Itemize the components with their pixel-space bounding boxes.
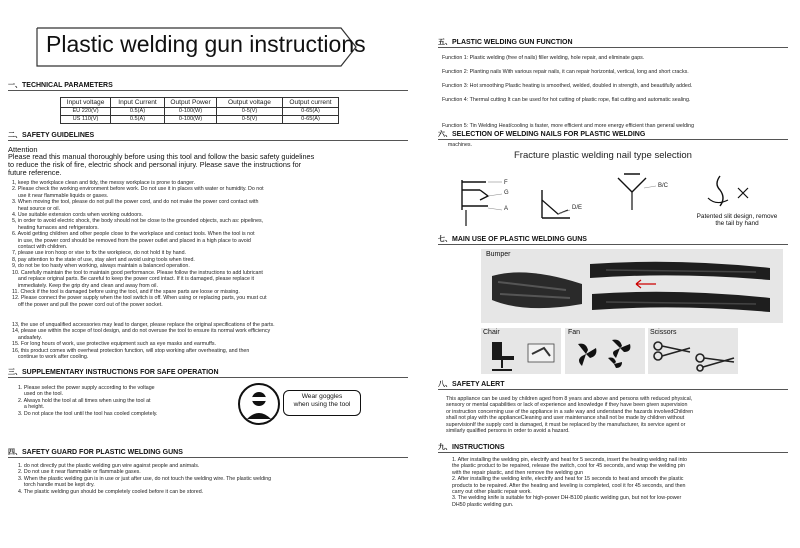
alert-line: This appliance can be used by children aged from 8 years and above and persons with reduced physical, (446, 396, 693, 402)
function-2: Function 2: Planting nails With various repair nails, it can repair horizontal, vertical, long and short cracks. (442, 69, 689, 75)
table-cell: 0-100(W) (165, 116, 217, 124)
attention-text (8, 153, 403, 177)
section-nail-selection: 六、SELECTION OF WELDING NAILS FOR PLASTIC WELDING (438, 131, 646, 138)
list-item: 1. After installing the welding pin, electrify and heat for 5 seconds, insert the heating welding nail into (452, 457, 687, 463)
list-item: immediately. Keep the grip dry and clean and away from oil. (12, 282, 158, 289)
list-item: 3. When moving the tool, please do not pull the power cord, and do not make the power cord contact with (12, 199, 259, 206)
section-safety-guard: 四、SAFETY GUARD FOR PLASTIC WELDING GUNS (8, 449, 183, 456)
section-divider (438, 389, 788, 390)
technical-parameters-table (60, 97, 339, 124)
list-item: andsafety. (12, 334, 42, 341)
function-3: Function 3: Hot smoothing Plastic heating is smoothed, welded, doubled in strength, and beautifully added. (442, 83, 693, 89)
instructions-list (452, 457, 792, 508)
list-item: 14, please use within the scope of tool design, and do not overuse the tool to ensure its normal work efficiency (12, 328, 271, 335)
section-divider (438, 139, 788, 140)
table-cell: 0.5(A) (111, 116, 165, 124)
scissors-label: Scissors (650, 329, 677, 336)
list-item: 10. Carefully maintain the tool to maintain good performance. Please follow the instructions to add lubricant (12, 269, 263, 276)
list-item: heat source or oil. (12, 205, 60, 212)
nail-label-de: D/E (572, 205, 583, 211)
bumper-label: Bumper (486, 251, 511, 258)
list-item: 1. do not directly put the plastic welding gun wire against people and animals. (18, 463, 200, 469)
table-header-cell: Input voltage (61, 98, 111, 108)
list-item: 4. The plastic welding gun should be completely cooled before it can be stored. (18, 488, 204, 495)
fan-image (568, 336, 644, 372)
list-item: 2. After installing the welding knife, electrify and heat for 15 seconds to heat and smooth the plastic (452, 476, 684, 483)
list-item: DH50 plastic welding gun. (452, 501, 514, 508)
section-main-use: 七、MAIN USE OF PLASTIC WELDING GUNS (438, 236, 587, 243)
attention-line: Please read this manual thoroughly before using this tool and follow the basic safety guidelines (8, 152, 315, 161)
list-item: 15. For long hours of work, use protective equipment such as eye masks and earmuffs. (12, 341, 216, 348)
chair-image (484, 336, 560, 372)
table-cell: EU 220(V) (61, 108, 111, 116)
table-header-cell: Output Power (165, 98, 217, 108)
list-item: use it near flammable liquids or gases. (12, 192, 109, 199)
page-title: Plastic welding gun instructions (46, 31, 366, 57)
section-divider (8, 90, 408, 91)
section-divider (438, 452, 788, 453)
table-cell: 0.5(A) (111, 108, 165, 116)
list-item: products to be repaired. After the heating and leveling is completed, cool it for 45 seconds, and then (452, 482, 686, 489)
alert-line: sensory or mental capabilities or lack of experience and knowledge if they have been given supervision (446, 402, 688, 409)
goggles-note (285, 393, 359, 409)
section-divider (8, 140, 408, 141)
table-header-cell: Input Current (111, 98, 165, 108)
list-item: 16, this product comes with overheat protection function, will stop working after overheating, and then (12, 347, 250, 354)
table-cell: US 110(V) (61, 116, 111, 124)
table-row (61, 108, 339, 116)
list-item: 3. Do not place the tool until the tool has cooled completely. (18, 410, 158, 417)
list-item: torch handle must be kept dry. (18, 482, 95, 489)
section-divider (8, 457, 408, 458)
safety-guidelines-list (12, 180, 407, 308)
list-item: 12. Please connect the power supply when the tool switch is off. When using or replacing parts, you must cut (12, 295, 267, 302)
list-item: 1. Please select the power supply according to the voltage (18, 385, 155, 391)
table-header-cell: Output current (283, 98, 339, 108)
section-technical-parameters: 一、TECHNICAL PARAMETERS (8, 82, 113, 89)
nail-label-a: A (504, 206, 509, 212)
patent-note (682, 213, 792, 228)
function-4: Function 4: Thermal cutting It can be used for hot cutting of plastic rope, flat cutting and automatic sealing. (442, 97, 691, 103)
goggles-note-line: when using the tool (293, 401, 351, 408)
safety-guard-list (18, 463, 408, 495)
section-supplementary-instructions: 三、SUPPLEMENTARY INSTRUCTIONS FOR SAFE OPERATION (8, 369, 219, 376)
goggles-note-line: Wear goggles (301, 393, 343, 400)
list-item: in use, the power cord should be removed from the power outlet and placed in a high place to avoid (12, 237, 251, 244)
list-item: 8, pay attention to the state of use, stay alert and avoid using tools when tired. (12, 256, 195, 263)
fan-label: Fan (568, 329, 581, 336)
list-item: continue to work after cooling. (12, 354, 89, 361)
patent-note-line: Patented slit design, remove (696, 213, 778, 220)
list-item: 6. Avoid getting children and other people close to the workplace and contact tools. When the tool is not (12, 231, 255, 238)
section-divider (438, 244, 788, 245)
alert-line: similarly qualified persons in order to avoid a hazard. (446, 428, 570, 435)
safety-alert-text (446, 396, 791, 434)
list-item: 3. When the plastic welding gun is in use or just after use, do not touch the welding wire. The plastic welding (18, 475, 272, 482)
section-safety-alert: 八、SAFETY ALERT (438, 381, 505, 388)
section-divider (438, 47, 788, 48)
list-item: 9, do not be too hasty when working, always maintain a balanced operation. (12, 263, 190, 270)
list-item: used on the tool. (18, 391, 64, 398)
function-1: Function 1: Plastic welding (free of nails) filler welding, hole repair, and eliminate gaps. (442, 55, 645, 61)
list-item: a height. (18, 404, 45, 411)
list-item: 3. The welding knife is suitable for high-power DH-B100 plastic welding gun, but not for low-power (452, 495, 682, 502)
nail-label-f: F (504, 180, 508, 186)
bumper-image (486, 258, 780, 322)
function-5-line: machines. (442, 142, 473, 149)
attention-heading: Attention (8, 145, 38, 154)
list-item: 4. Use suitable extension cords when working outdoors. (12, 212, 144, 219)
attention-line: to reduce the risk of fire, electric shock and personal injury. Please save the instructions for (8, 160, 302, 169)
list-item: 13, the use of unqualified accessories may lead to danger, please replace the original specifications of the parts. (12, 322, 275, 328)
goggles-icon (238, 383, 280, 425)
alert-line: supervisionIf the supply cord is damaged, it must be replaced by the manufacturer, its service agent or (446, 421, 686, 428)
list-item: heating furnaces and refrigerators. (12, 224, 99, 231)
list-item: 1, keep the workplace clean and tidy, the messy workplace is prone to danger. (12, 180, 196, 186)
section-divider (8, 377, 408, 378)
chair-label: Chair (483, 329, 500, 336)
table-cell: 0-65(A) (283, 108, 339, 116)
nail-selection-title: Fracture plastic welding nail type selection (514, 150, 692, 161)
list-item: with the repair plastic, and then remove the welding gun (452, 469, 584, 476)
list-item: contact with children. (12, 244, 68, 251)
supplementary-list (18, 385, 238, 417)
list-item: carry out other plastic repair work. (452, 489, 532, 496)
table-cell: 0-5(V) (217, 116, 283, 124)
section-instructions: 九、INSTRUCTIONS (438, 444, 505, 451)
function-5-line: Function 5: Tin Welding Heat/cooling is faster, more efficient and more energy efficient than general welding (442, 122, 695, 129)
alert-line: or instruction concerning use of the appliance in a safe way and understand the hazards involvedChildren (446, 408, 694, 415)
table-header-row (61, 98, 339, 108)
table-cell: 0-65(A) (283, 116, 339, 124)
table-cell: 0-100(W) (165, 108, 217, 116)
table-cell: 0-5(V) (217, 108, 283, 116)
list-item: 2. Always hold the tool at all times when using the tool at (18, 397, 151, 404)
table-header-cell: Output voltage (217, 98, 283, 108)
nail-label-g: G (504, 190, 509, 196)
attention-line: future reference. (8, 168, 62, 177)
list-item: 7, please use iron hoop or vise to fix the workpiece, do not hold it by hand. (12, 250, 187, 257)
alert-line: shall not play with the applianceCleaning and user maintenance shall not be made by children without (446, 415, 685, 422)
list-item: 11. Check if the tool is damaged before using the tool, and if the spare parts are loose or missing. (12, 288, 240, 295)
section-safety-guidelines: 二、SAFETY GUIDELINES (8, 132, 95, 139)
table-row (61, 116, 339, 124)
list-item: 5, in order to avoid electric shock, the body should not be close to the grounded objects, such as: pipelines, (12, 218, 264, 225)
list-item: 2. Please check the working environment before work. Do not use it in places with water or humidity. Do not (12, 186, 264, 193)
nail-label-bc: B/C (658, 183, 669, 189)
patent-note-line: the tail by hand (715, 220, 759, 228)
section-gun-function: 五、PLASTIC WELDING GUN FUNCTION (438, 39, 573, 46)
safety-guidelines-list-continued (12, 322, 407, 360)
list-item: off the power and pull the power cord out of the power socket. (12, 301, 163, 308)
list-item: the plastic product to be repaired, release the switch, cool for 45 seconds, and wrap the welding pin (452, 463, 685, 470)
list-item: 2. Do not use it near flammable or flammable gases. (18, 469, 141, 476)
list-item: and replace original parts. Be careful to keep the power cord intact. If it is damaged, please replace it (12, 276, 255, 283)
scissors-image (650, 336, 738, 372)
